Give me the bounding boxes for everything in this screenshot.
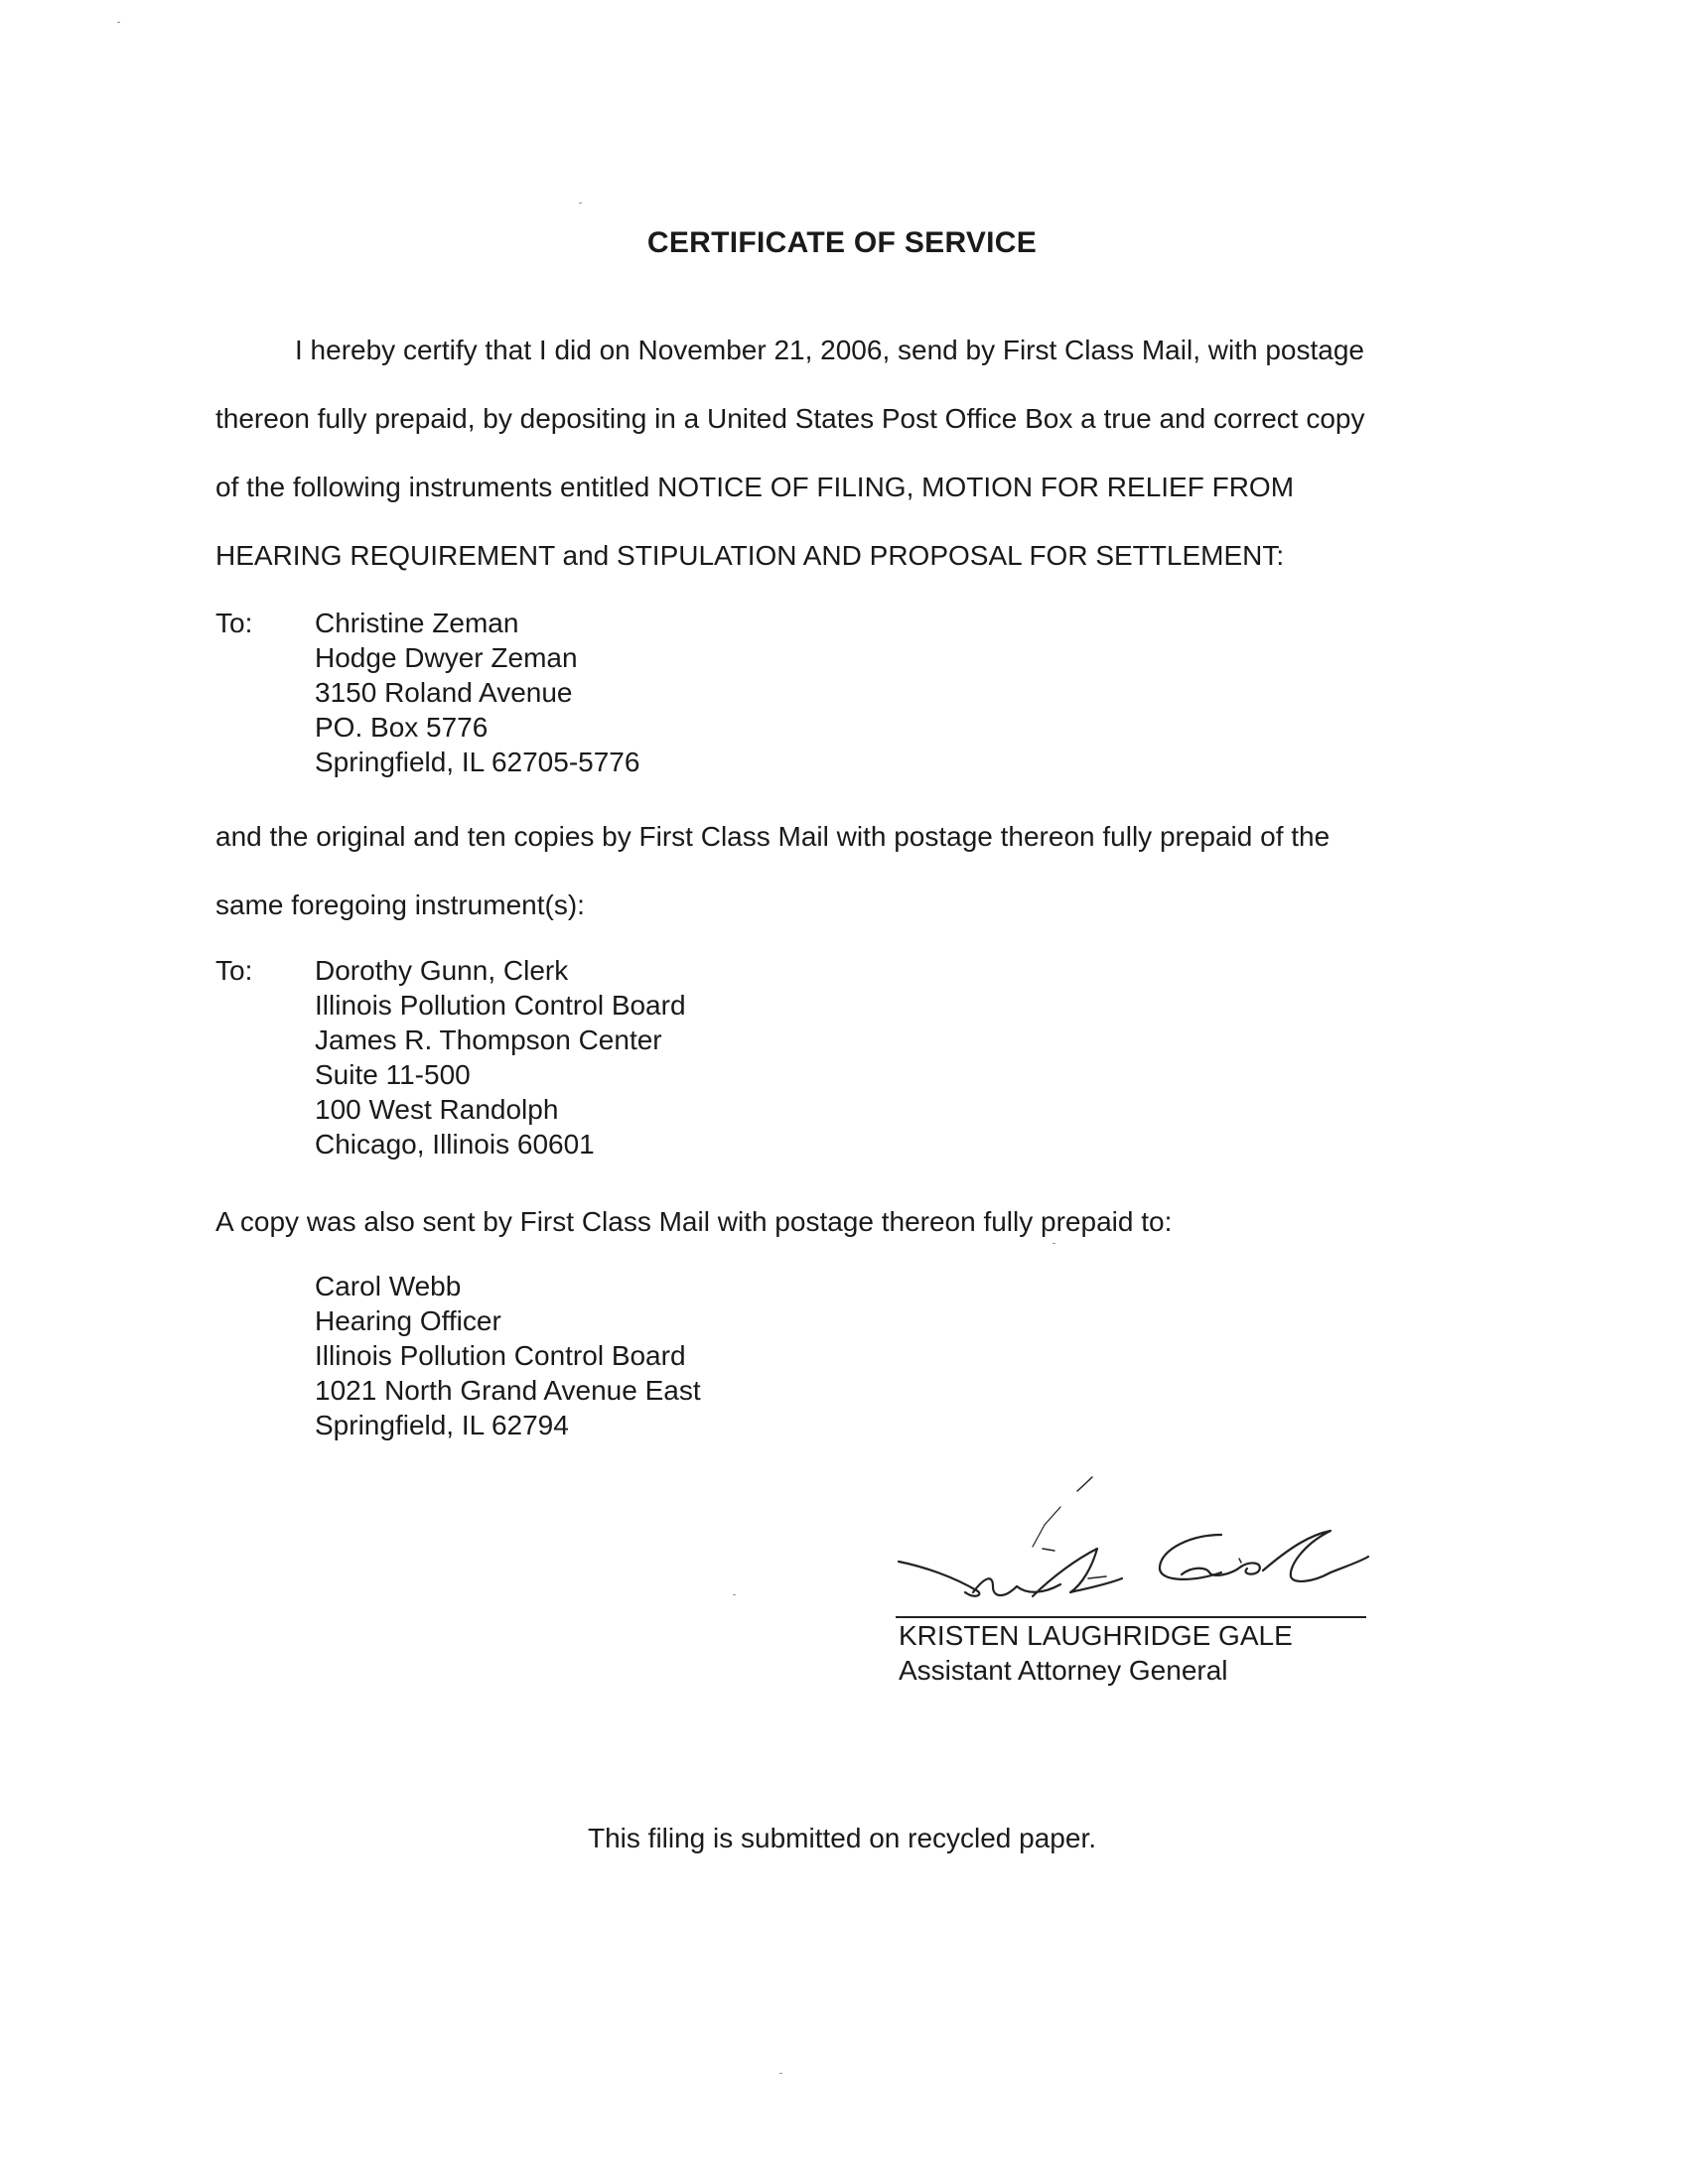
to-label: To: [215, 608, 253, 638]
to-label: To: [215, 955, 253, 986]
certification-paragraph [215, 316, 1476, 590]
address-line: Hearing Officer [315, 1305, 501, 1336]
certification-line: of the following instruments entitled NOTICE OF FILING, MOTION FOR RELIEF FROM [215, 472, 1295, 502]
address-line: Springfield, IL 62705-5776 [315, 747, 640, 777]
address-line: 3150 Roland Avenue [315, 677, 573, 708]
scan-speck [1052, 1243, 1055, 1244]
paragraph-line: same foregoing instrument(s): [215, 889, 585, 920]
scan-speck [779, 2073, 782, 2074]
address-line: Christine Zeman [315, 608, 519, 638]
recycled-paper-note: This filing is submitted on recycled paper. [587, 1823, 1097, 1853]
handwritten-signature [894, 1467, 1390, 1616]
signer-title: Assistant Attorney General [899, 1655, 1228, 1686]
certification-line: thereon fully prepaid, by depositing in a United States Post Office Box a true and correct copy [215, 403, 1365, 434]
original-copies-paragraph [215, 802, 1476, 939]
paragraph-line: A copy was also sent by First Class Mail with postage thereon fully prepaid to: [215, 1206, 1173, 1237]
signer-name: KRISTEN LAUGHRIDGE GALE [899, 1620, 1293, 1651]
address-line: Suite 11-500 [315, 1059, 471, 1090]
address-line: Hodge Dwyer Zeman [315, 642, 578, 673]
scan-speck [117, 22, 120, 23]
certification-line: I hereby certify that I did on November 21, 2006, send by First Class Mail, with postage [295, 335, 1364, 365]
address-line: Springfield, IL 62794 [315, 1410, 569, 1440]
address-line: James R. Thompson Center [315, 1024, 662, 1055]
document-title: CERTIFICATE OF SERVICE [646, 226, 1038, 259]
address-line: 100 West Randolph [315, 1094, 559, 1125]
address-line: 1021 North Grand Avenue East [315, 1375, 701, 1406]
address-line: Carol Webb [315, 1271, 462, 1301]
address-line: Dorothy Gunn, Clerk [315, 955, 569, 986]
paragraph-line: and the original and ten copies by First Class Mail with postage thereon fully prepaid of the [215, 821, 1331, 852]
address-line: PO. Box 5776 [315, 712, 489, 743]
signer-block [899, 1618, 1293, 1688]
copy-paragraph [215, 1187, 1476, 1256]
scan-speck [733, 1594, 736, 1595]
address-line: Illinois Pollution Control Board [315, 1340, 686, 1371]
certification-line: HEARING REQUIREMENT and STIPULATION AND PROPOSAL FOR SETTLEMENT: [215, 540, 1285, 571]
address-line: Chicago, Illinois 60601 [315, 1129, 595, 1160]
scan-speck [579, 203, 582, 204]
address-line: Illinois Pollution Control Board [315, 990, 686, 1021]
